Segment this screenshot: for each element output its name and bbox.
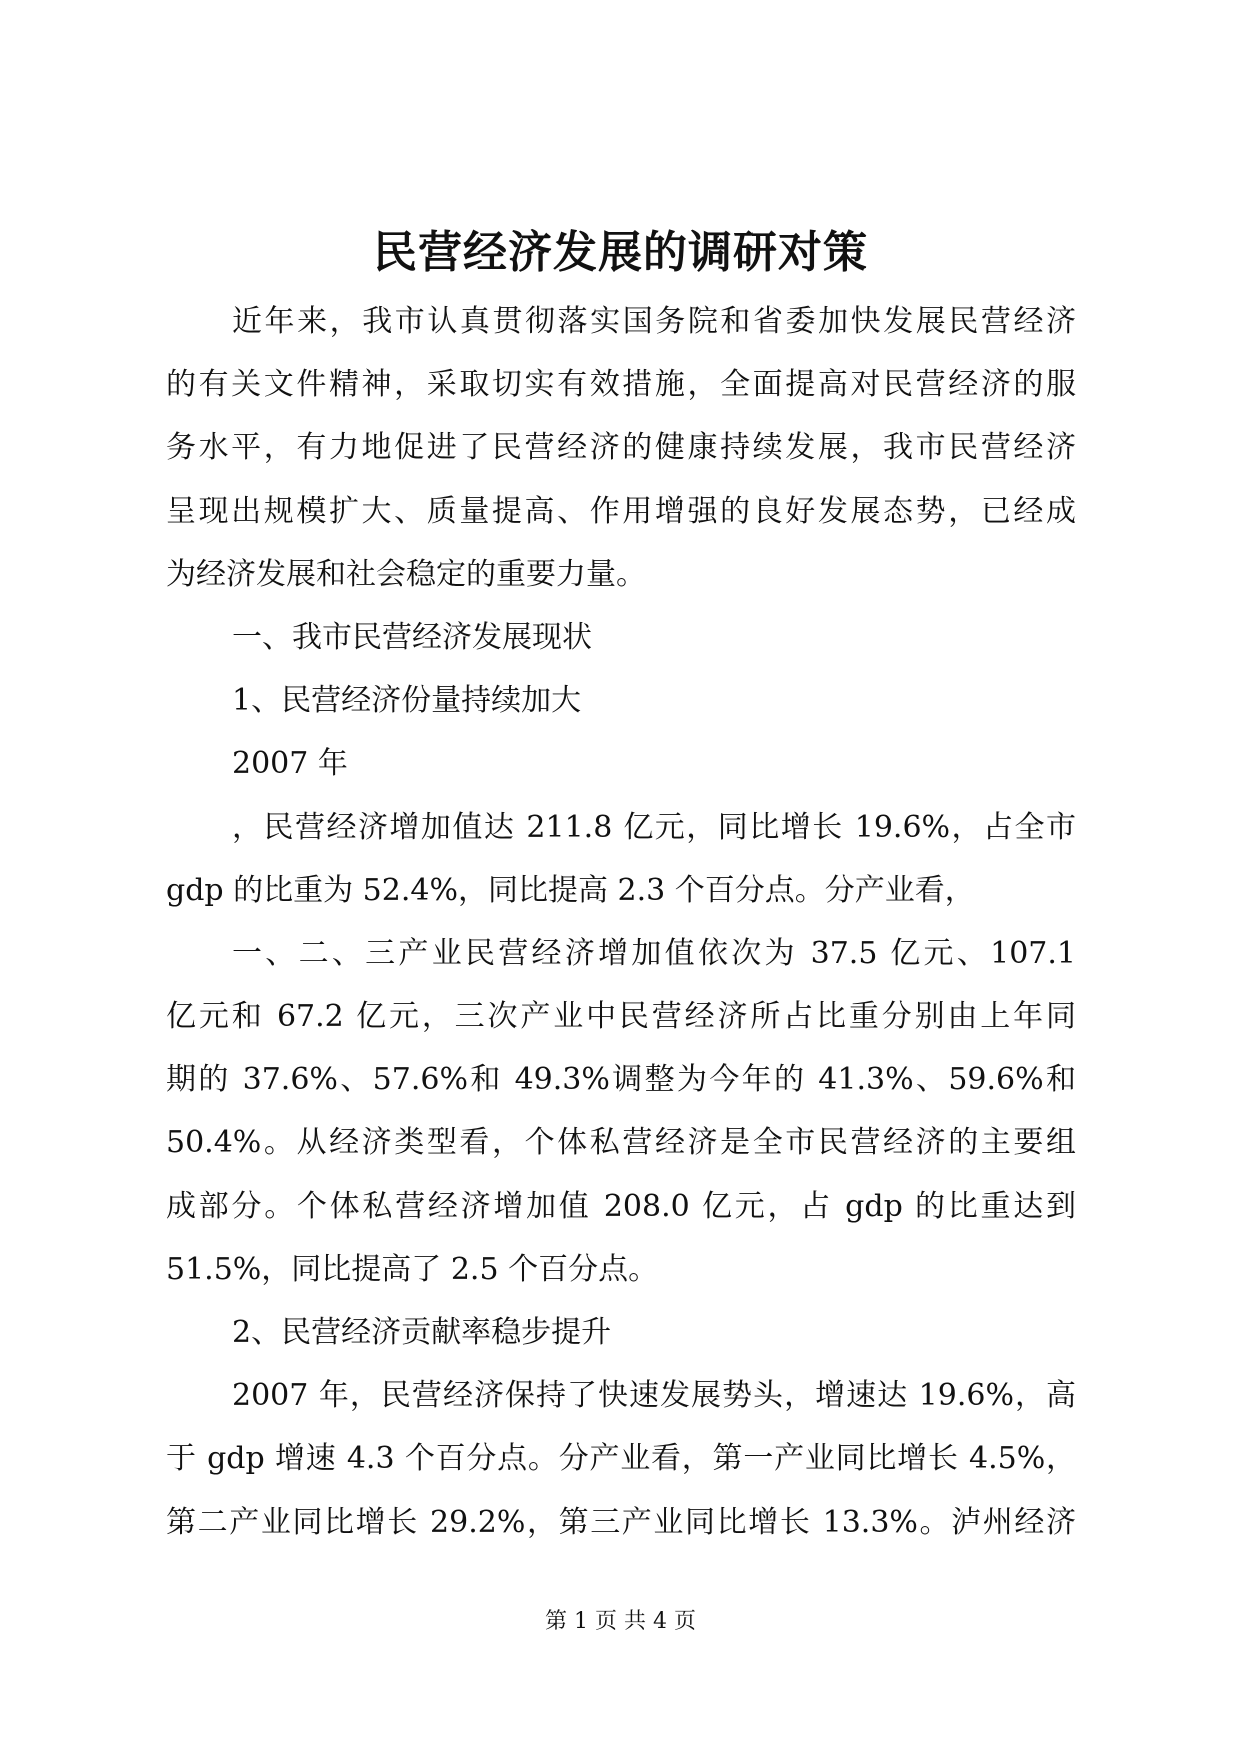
paragraph-line: 务水平，有力地促进了民营经济的健康持续发展，我市民营经济	[166, 430, 1076, 466]
document-body	[166, 290, 1076, 1554]
paragraph-line: 第二产业同比增长 29.2%，第三产业同比增长 13.3%。泸州经济	[166, 1504, 1076, 1540]
paragraph-line: ，民营经济增加值达 211.8 亿元，同比增长 19.6%，占全市	[232, 809, 1076, 845]
paragraph-line: 2007 年，民营经济保持了快速发展势头，增速达 19.6%，高	[232, 1378, 1076, 1414]
paragraph-line: 50.4%。从经济类型看，个体私营经济是全市民营经济的主要组	[166, 1125, 1076, 1161]
paragraph-line: 2007 年	[232, 746, 348, 782]
paragraph-line: 期的 37.6%、57.6%和 49.3%调整为今年的 41.3%、59.6%和	[166, 1062, 1076, 1098]
paragraph-line: 成部分。个体私营经济增加值 208.0 亿元，占 gdp 的比重达到	[166, 1188, 1076, 1224]
paragraph-line: 一、二、三产业民营经济增加值依次为 37.5 亿元、107.1	[232, 935, 1076, 971]
document-title: 民营经济发展的调研对策	[373, 227, 868, 278]
paragraph-line: 2、民营经济贡献率稳步提升	[232, 1315, 612, 1350]
paragraph-line: 于 gdp 增速 4.3 个百分点。分产业看，第一产业同比增长 4.5%，	[166, 1441, 1076, 1477]
paragraph-line: 51.5%，同比提高了 2.5 个百分点。	[166, 1251, 659, 1287]
paragraph-line: 一、我市民营经济发展现状	[232, 619, 592, 655]
page-footer: 第 1 页 共 4 页	[545, 1609, 696, 1634]
paragraph-line: 为经济发展和社会稳定的重要力量。	[166, 556, 646, 592]
paragraph-line: 呈现出规模扩大、质量提高、作用增强的良好发展态势，已经成	[166, 493, 1076, 529]
paragraph-line: 近年来，我市认真贯彻落实国务院和省委加快发展民营经济	[232, 304, 1076, 339]
paragraph-line: 的有关文件精神，采取切实有效措施，全面提高对民营经济的服	[166, 367, 1076, 403]
paragraph-line: 1、民营经济份量持续加大	[232, 683, 582, 719]
paragraph-line: 亿元和 67.2 亿元，三次产业中民营经济所占比重分别由上年同	[166, 999, 1076, 1035]
paragraph-line: gdp 的比重为 52.4%，同比提高 2.3 个百分点。分产业看，	[166, 872, 975, 908]
